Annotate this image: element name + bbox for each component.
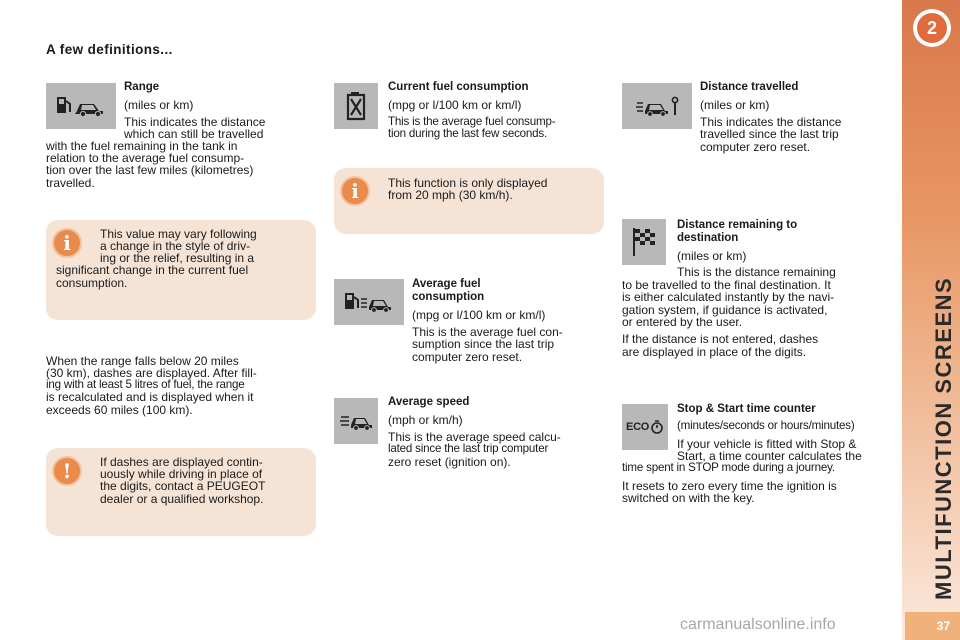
average-speed-body-3: zero reset (ignition on). [388,455,511,469]
range-para-1: When the range falls below 20 miles [46,354,239,368]
range-para-5: exceeds 60 miles (100 km). [46,403,193,417]
distance-travelled-heading: Distance travelled [700,81,799,93]
chequered-flag-icon [622,219,666,265]
distance-remaining-extra-2: are displayed in place of the digits. [622,345,807,359]
range-note-4: significant change in the current fuel [56,263,249,277]
range-units: (miles or km) [124,98,194,112]
chapter-title: MULTIFUNCTION SCREENS [931,276,956,600]
warning-icon: ! [52,456,82,486]
distance-travelled-body-2: travelled since the last trip [700,127,839,141]
average-fuel-body-1: This is the average fuel con- [412,325,563,339]
current-fuel-note-1: This function is only displayed [388,176,548,190]
average-speed-heading: Average speed [388,396,470,408]
distance-remaining-body-5: or entered by the user. [622,315,743,329]
range-warning-2: uously while driving in place of [100,467,263,481]
distance-remaining-body-1: This is the distance remaining [677,265,836,279]
range-body-6: travelled. [46,176,95,190]
info-icon: i [340,176,370,206]
range-para-2: (30 km), dashes are displayed. After fill- [46,366,257,380]
range-note-1: This value may vary following [100,227,257,241]
average-speed-units: (mph or km/h) [388,413,463,427]
average-speed-icon [334,398,378,444]
distance-remaining-units: (miles or km) [677,249,747,263]
range-note-3: ing or the relief, resulting in a [100,251,255,265]
distance-remaining-body-4: gation system, if guidance is activated, [622,303,828,317]
distance-remaining-extra-1: If the distance is not entered, dashes [622,332,819,346]
range-warning-3: the digits, contact a PEUGEOT [100,479,266,493]
distance-remaining-body-2: to be travelled to the final destination. It [622,278,831,292]
eco-timer-icon [622,404,668,450]
page-number: 37 [905,612,960,640]
stop-start-body-1: If your vehicle is fitted with Stop & [677,437,857,451]
info-icon: i [52,228,82,258]
range-heading: Range [124,81,160,93]
current-fuel-note-2: from 20 mph (30 km/h). [388,188,513,202]
watermark: carmanualsonline.info [680,616,836,633]
stop-start-extra-2: switched on with the key. [622,491,755,505]
eco-label: ECO [626,421,649,433]
chapter-number: 2 [917,13,947,43]
distance-remaining-heading-1: Distance remaining to [677,219,798,231]
current-fuel-units: (mpg or l/100 km or km/l) [388,98,522,112]
stop-start-extra-1: It resets to zero every time the ignition is [622,479,837,493]
distance-travelled-units: (miles or km) [700,98,770,112]
stop-start-body-2: Start, a time counter calculates the [677,449,862,463]
average-fuel-heading-1: Average fuel [412,278,481,290]
range-note-2: a change in the style of driv- [100,239,251,253]
section-title: A few definitions... [46,42,173,57]
range-body-2: which can still be travelled [124,127,264,141]
range-warning-4: dealer or a qualified workshop. [100,492,264,506]
distance-travelled-body-3: computer zero reset. [700,140,811,154]
range-note-5: consumption. [56,276,128,290]
range-body-5: tion over the last few miles (kilometres) [46,163,254,177]
distance-remaining-body-3: is either calculated instantly by the navi- [622,290,835,304]
average-fuel-icon [334,279,404,325]
range-body-3: with the fuel remaining in the tank in [46,139,238,153]
range-para-3: ing with at least 5 litres of fuel, the range [46,378,245,391]
range-body-4: relation to the average fuel consump- [46,151,245,165]
stop-start-body-3: time spent in STOP mode during a journey. [622,461,835,474]
average-fuel-body-3: computer zero reset. [412,350,523,364]
distance-remaining-heading-2: destination [677,232,739,244]
stop-start-units: (minutes/seconds or hours/minutes) [677,419,855,432]
distance-travelled-icon [622,83,692,129]
range-body-1: This indicates the distance [124,115,266,129]
current-fuel-body-2: tion during the last few seconds. [388,127,548,140]
distance-travelled-body-1: This indicates the distance [700,115,842,129]
chapter-number-badge [913,9,951,47]
average-speed-body-2: lated since the last trip computer [388,442,549,455]
average-fuel-body-2: sumption since the last trip [412,337,555,351]
range-para-4: is recalculated and is displayed when it [46,390,254,404]
average-speed-body-1: This is the average speed calcu- [388,430,561,444]
range-warning-1: If dashes are displayed contin- [100,455,263,469]
average-fuel-heading-2: consumption [412,291,485,303]
stop-start-heading: Stop & Start time counter [677,403,816,415]
average-fuel-units: (mpg or l/100 km or km/l) [412,308,546,322]
current-fuel-body-1: This is the average fuel consump- [388,115,556,128]
current-fuel-heading: Current fuel consumption [388,81,529,93]
range-icon [46,83,116,129]
fuel-pump-cross-icon [334,83,378,129]
